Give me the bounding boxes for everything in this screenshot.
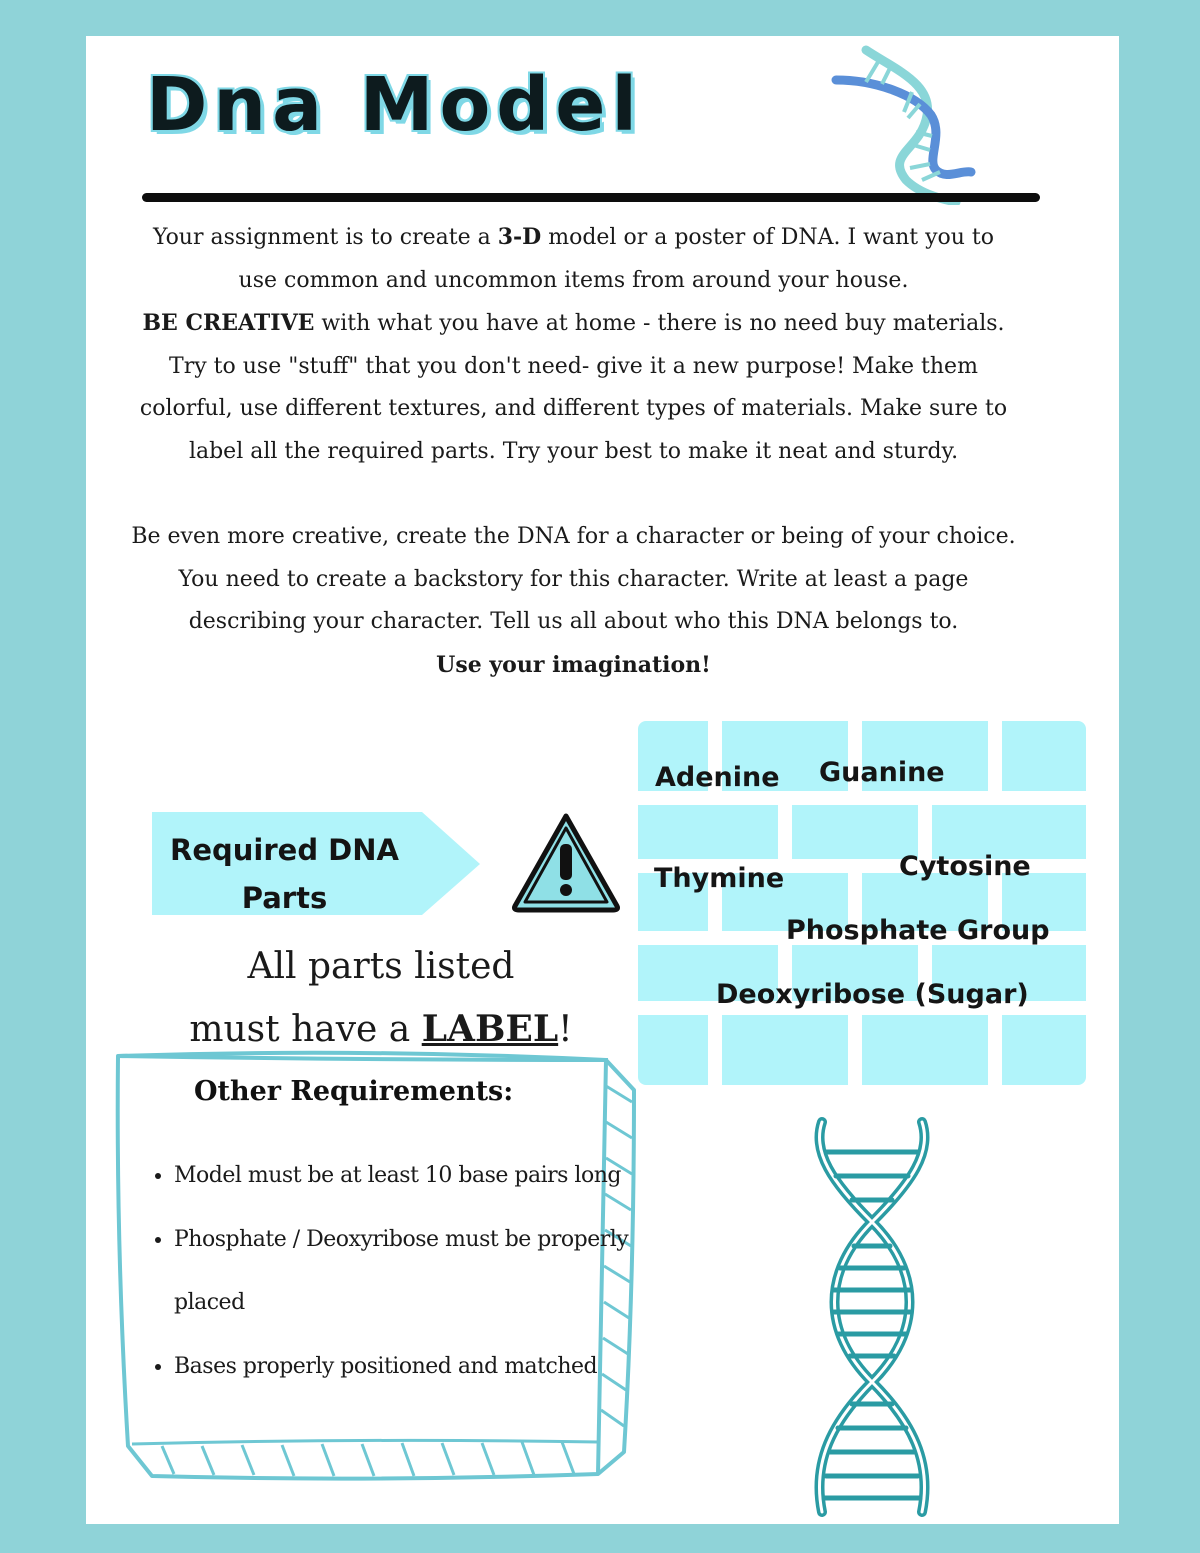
- label-reminder: All parts listed must have a LABEL!: [189, 946, 573, 1050]
- list-item: • Phosphate / Deoxyribose must be properly placed: [174, 1208, 654, 1335]
- imagination-callout: Use your imagination!: [436, 651, 711, 678]
- part-cytosine: Cytosine: [899, 851, 1031, 882]
- page-title: Dna Model: [146, 62, 643, 148]
- grid-tile: [638, 1015, 708, 1085]
- dna-double-helix-icon: [792, 1112, 952, 1522]
- intro-line: Your assignment is to create a 3-D model or a poster of DNA. I want you to: [152, 224, 995, 250]
- title-divider: [142, 193, 1040, 202]
- list-item: • Bases properly positioned and matched: [174, 1335, 654, 1399]
- part-adenine: Adenine: [655, 762, 780, 793]
- part-deoxyribose: Deoxyribose (Sugar): [716, 979, 1029, 1010]
- dna-helix-icon: [826, 40, 986, 205]
- intro-line: label all the required parts. Try your best to make it neat and sturdy.: [188, 438, 959, 464]
- intro-line: You need to create a backstory for this character. Write at least a page: [178, 566, 969, 592]
- grid-tile: [862, 1015, 988, 1085]
- warning-icon: [509, 810, 623, 914]
- intro-line: describing your character. Tell us all about who this DNA belongs to.: [188, 609, 959, 635]
- part-thymine: Thymine: [654, 863, 785, 894]
- intro-line: Try to use "stuff" that you don't need- give it a new purpose! Make them: [169, 353, 978, 379]
- worksheet-page: [86, 36, 1119, 1524]
- other-requirements-list: [146, 1144, 654, 1398]
- instructions: [86, 216, 1061, 688]
- intro-line: BE CREATIVE with what you have at home - there is no need buy materials.: [142, 310, 1005, 337]
- intro-line: Be even more creative, create the DNA for a character or being of your choice.: [131, 524, 1016, 550]
- grid-tile: [1002, 721, 1086, 791]
- grid-tile: [638, 805, 778, 859]
- intro-line: [86, 644, 1061, 688]
- grid-tile: [722, 1015, 848, 1085]
- required-parts-label: Required DNA Parts: [170, 833, 399, 915]
- intro-line: colorful, use different textures, and different types of materials. Make sure to: [139, 396, 1008, 422]
- part-phosphate-group: Phosphate Group: [786, 915, 1050, 946]
- list-item: • Model must be at least 10 base pairs long: [174, 1144, 654, 1208]
- other-requirements-title: Other Requirements:: [194, 1076, 514, 1107]
- grid-tile: [1002, 1015, 1086, 1085]
- part-guanine: Guanine: [819, 757, 945, 788]
- intro-line: use common and uncommon items from around your house.: [238, 267, 909, 293]
